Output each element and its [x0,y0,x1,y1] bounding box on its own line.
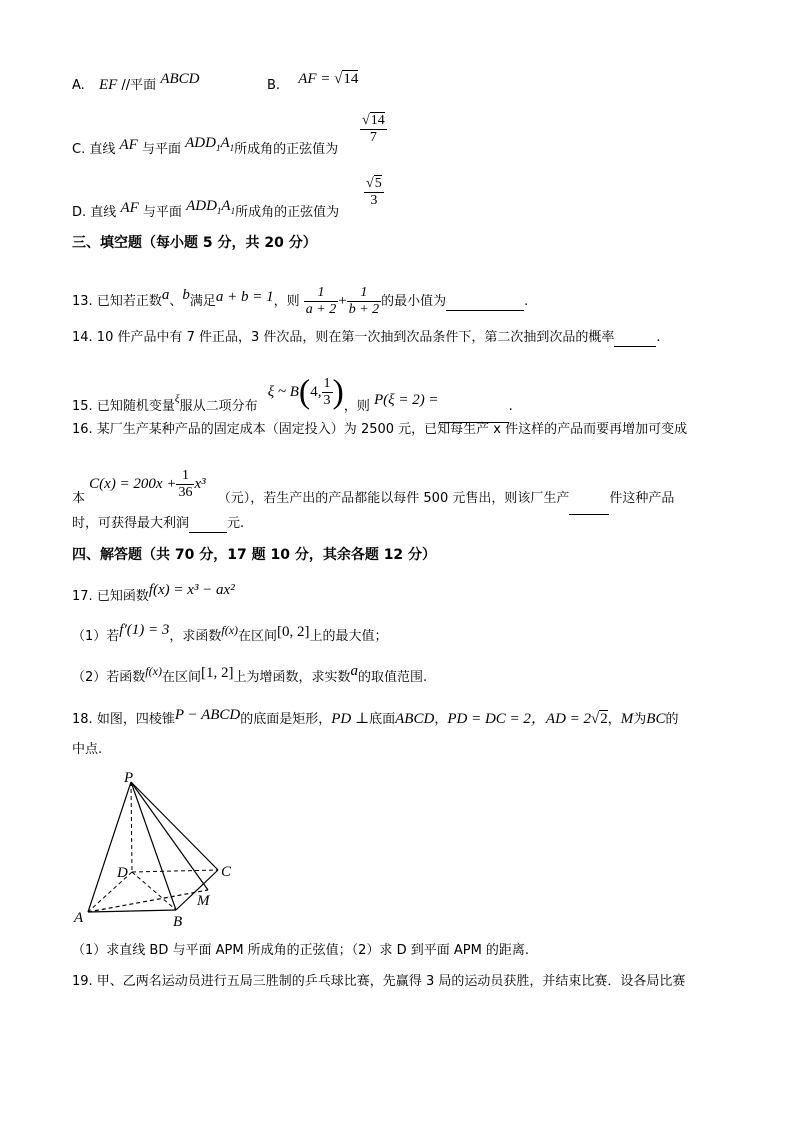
edge-dc [132,870,218,872]
option-d-label: D. [72,205,87,220]
label-p: P [124,770,134,786]
question-18-line2: 中点. [72,742,103,757]
option-a-label: A. [72,78,85,93]
question-13: 13. 已知若正数a、b满足a + b = 1，则 $\frac{1}{a + 2}$ + $\frac{1}{b + 2}$ 的最小值为 . [72,285,529,317]
option-d-text1: 直线 [90,205,117,220]
question-19: 19. 甲、乙两名运动员进行五局三胜制的乒乓球比赛，先赢得 3 局的运动员获胜，并结束比赛．设各局比赛 [72,974,686,989]
edge-pc [131,782,218,870]
option-d-text3: 所成角的正弦值为 [235,205,340,220]
option-c-text1: 直线 [89,142,116,157]
section-3-title: 三、填空题（每小题 5 分，共 20 分） [72,235,317,251]
option-c-fraction: $\frac{√14}{7}$ [362,113,385,145]
label-m: M [197,893,210,909]
option-c-label: C. [72,142,86,157]
label-d: D [117,865,128,881]
option-d [72,198,340,226]
question-17: 17. 已知函数f(x) = x³ − ax² [72,582,235,604]
question-17-part-2: （2）若函数f(x)在区间[1, 2]上为增函数，求实数a的取值范围. [72,663,428,685]
question-16-line3: 时，可获得最大利润 元. [72,516,245,531]
q16-answer-blank-1 [569,500,609,515]
option-b-math: AF = [298,71,335,87]
question-18-parts: （1）求直线 BD 与平面 APM 所成角的正弦值；（2）求 D 到平面 APM 的距离. [72,943,530,958]
option-d-fraction: $\frac{√5}{3}$ [366,176,382,208]
question-16-line2: 本 C(x) = 200x + $\frac{1}{36}$ x³ （元），若生产出的产品都能以每件 500 元售出，则该厂生产 件这种产品 [72,482,674,515]
question-17-part-1: （1）若f′(1) = 3，求函数f(x)在区间[0, 2]上的最大值； [72,622,388,644]
q15-distribution: ξ ~ B(4, $\frac{1}{3}$ ) [267,373,344,411]
option-a-math1: EF [98,77,118,93]
option-c-text3: 所成角的正弦值为 [234,142,339,157]
pyramid-figure [70,770,250,930]
q13-fraction-1: $\frac{1}{a + 2}$ [305,285,337,317]
edge-ab [88,910,176,912]
label-c: C [221,864,232,880]
option-d-text2: 与平面 [142,205,182,220]
edge-pm [131,782,208,890]
question-16-line1: 16. 某厂生产某种产品的固定成本（固定投入）为 2500 元，已知每生产 x 件这样的产品而要再增加可变成 [72,422,688,437]
option-b: B. AF = √14 [267,71,359,93]
option-c-text2: 与平面 [141,142,181,157]
option-a-plane: ABCD [160,71,200,87]
option-a [72,71,200,95]
option-a-parallel: // [121,78,131,93]
section-4-title: 四、解答题（共 70 分，17 题 10 分，其余各题 12 分） [72,547,437,563]
question-15: 15. 已知随机变量$^\xi$服从二项分布 ξ ~ B(4, $\frac{1}{3}$ )，则 P(ξ = 2) = . [72,390,513,423]
option-b-radicand: 14 [343,71,359,87]
question-18-line1: 18. 如图，四棱锥P − ABCD的底面是矩形，PD ⊥底面ABCD，PD = DC = 2，AD = 2√2，M为BC的 [72,707,679,727]
option-d-line: AF [120,200,139,216]
option-a-text: 平面 [130,78,157,93]
option-c-line: AF [119,137,138,153]
question-14: 14. 10 件产品中有 7 件正品，3 件次品，则在第一次抽到次品条件下，第二次抽到次品的概率 . [72,330,661,345]
label-b: B [173,914,183,930]
option-c [72,135,339,163]
edge-pd [131,782,132,872]
q14-answer-blank [614,332,656,347]
q13-fraction-2: $\frac{1}{b + 2}$ [348,285,380,317]
label-a: A [74,910,84,926]
q16-answer-blank-2 [189,518,227,533]
q13-answer-blank [446,296,524,311]
option-d-plane: $ADD_1A_1$ [186,198,236,216]
edge-am [88,890,208,912]
option-c-plane: $ADD_1A_1$ [185,135,235,153]
option-b-label: B. [267,78,281,93]
